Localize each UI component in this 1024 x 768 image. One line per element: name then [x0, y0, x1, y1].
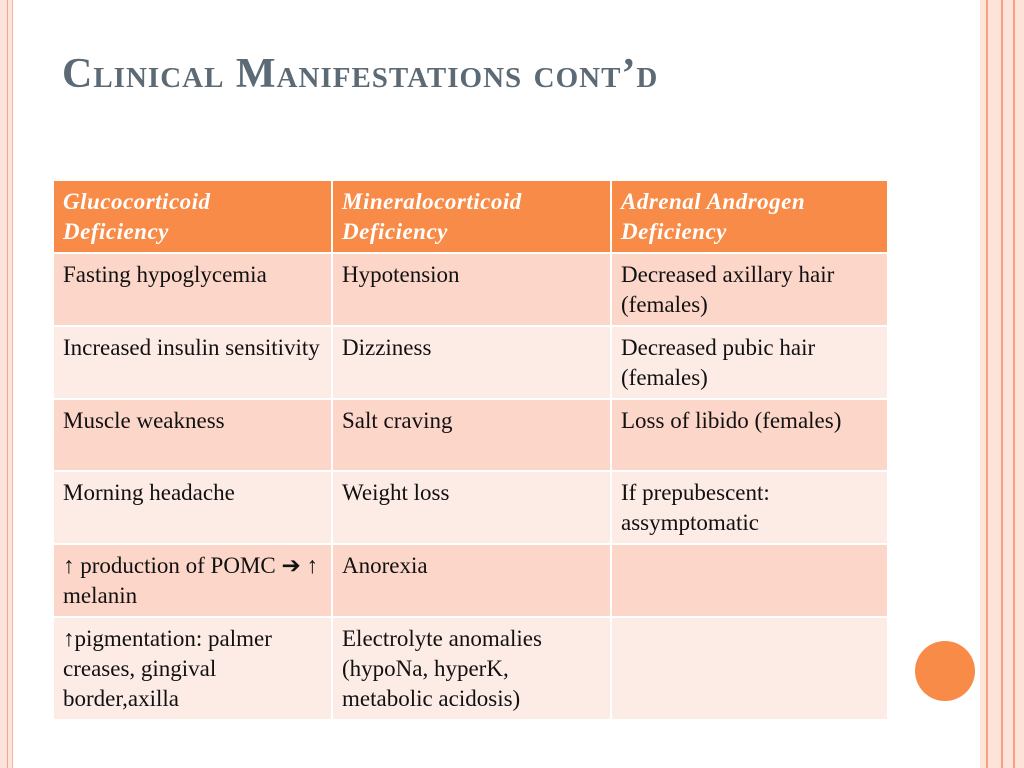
table-cell: Anorexia [332, 544, 611, 617]
table-row [53, 399, 888, 471]
table-row [53, 471, 888, 544]
right-border-line-3 [1013, 0, 1015, 768]
table-cell: Muscle weakness [53, 399, 332, 471]
left-border-line [7, 0, 8, 768]
table-row [53, 544, 888, 617]
table-cell: Increased insulin sensitivity [53, 326, 332, 399]
table-cell: Hypotension [332, 253, 611, 326]
table-row [53, 253, 888, 326]
table-cell: ↑pigmentation: palmer creases, gingival border,axilla [53, 617, 332, 720]
table-cell: Electrolyte anomalies (hypoNa, hyperK, metabolic acidosis) [332, 617, 611, 720]
decorative-circle [915, 641, 975, 701]
table-cell: If prepubescent: assymptomatic [611, 471, 888, 544]
right-border-line-1 [986, 0, 988, 768]
header-glucocorticoid: Glucocorticoid Deficiency [53, 180, 332, 253]
table-cell [611, 544, 888, 617]
table-cell: Fasting hypoglycemia [53, 253, 332, 326]
manifestations-table [52, 179, 889, 721]
table-cell: Loss of libido (females) [611, 399, 888, 471]
table-cell: ↑ production of POMC ➔ ↑ melanin [53, 544, 332, 617]
table-cell: Decreased axillary hair (females) [611, 253, 888, 326]
slide-title: Clinical Manifestations cont’d [62, 51, 659, 97]
right-border-line-2 [1001, 0, 1003, 768]
table-row [53, 617, 888, 720]
table-header-row [53, 180, 888, 253]
table-cell [611, 617, 888, 720]
table-row [53, 326, 888, 399]
table-cell: Salt craving [332, 399, 611, 471]
header-adrenal-androgen: Adrenal Androgen Deficiency [611, 180, 888, 253]
table-cell: Decreased pubic hair (females) [611, 326, 888, 399]
table-cell: Dizziness [332, 326, 611, 399]
header-mineralocorticoid: Mineralocorticoid Deficiency [332, 180, 611, 253]
table-cell: Weight loss [332, 471, 611, 544]
table-cell: Morning headache [53, 471, 332, 544]
